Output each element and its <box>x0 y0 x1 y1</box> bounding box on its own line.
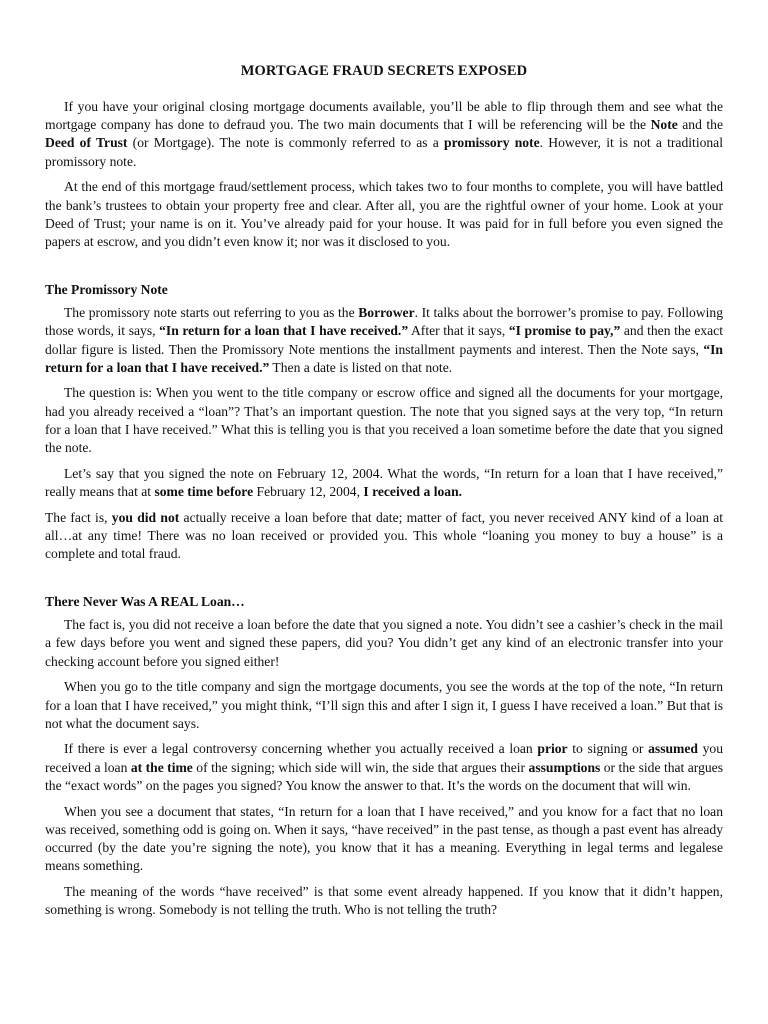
promissory-paragraph-4 <box>45 509 723 564</box>
section-heading-never-a-real-loan: There Never Was A REAL Loan… <box>45 594 245 610</box>
text-run: The fact is, <box>45 509 112 525</box>
text-run: Then a date is listed on that note. <box>269 359 453 375</box>
text-run: After that it says, <box>408 323 509 339</box>
promissory-paragraph-2: The question is: When you went to the title company or escrow office and signed all the documents for your mortgage, had you already received a “loan”? That’s an important question. The note that you signed says at the very top, “In return for a loan that I have received.” What this is telling you is that you received a loan sometime before the date that you signed the note. <box>45 385 723 456</box>
bold-run: assumed <box>648 741 698 757</box>
text-run: (or Mortgage). The note is commonly referred to as a <box>127 135 445 151</box>
document-title: MORTGAGE FRAUD SECRETS EXPOSED <box>240 63 528 79</box>
bold-run: at the time <box>130 759 193 775</box>
real-loan-paragraph-1: The fact is, you did not receive a loan before the date that you signed a note. You didn’t see a cashier’s check in the mail a few days before you went and signed these papers, did you? You didn’t get any kind of an electronic transfer into your checking account before you signed either! <box>45 617 723 669</box>
bold-run: Borrower <box>358 305 415 321</box>
text-run: to signing or <box>567 741 649 757</box>
text-run: . It talks about the borrower’s promise to pay. Following those words, it says, <box>45 305 723 339</box>
promissory-paragraph-1 <box>45 304 723 377</box>
document-page <box>45 62 723 927</box>
intro-paragraph-2: At the end of this mortgage fraud/settlement process, which takes two to four months to complete, you will have battled the bank’s trustees to obtain your property free and clear. After all, you are the rightful owner of your home. Look at your Deed of Trust; your name is on it. You’ve already paid for your house. It was paid for in full before you even signed the papers at escrow, and you didn’t even know it; nor was it disclosed to you. <box>45 179 723 249</box>
bold-run: assumptions <box>528 759 601 775</box>
bold-run: you did not <box>111 509 180 525</box>
promissory-paragraph-3 <box>45 465 723 501</box>
text-run: actually receive a loan before that date; matter of fact, you never received ANY kind of a loan at all…at any time! There was no loan received or provided you. This whole “loaning you money to buy a house” is a complete and total fraud. <box>45 509 723 562</box>
text-run: you received a loan <box>45 741 724 775</box>
bold-run: Deed of Trust <box>45 135 128 151</box>
text-run: of the signing; which side will win, the side that argues their <box>192 759 529 775</box>
real-loan-paragraph-4: When you see a document that states, “In return for a loan that I have received,” and you know for a fact that no loan was received, something odd is going on. When it says, “have received” in the past tense, as though a past event has already occurred (by the date you’re signing the note), you know that it has a meaning. Everything in legal terms and legalese means something. <box>45 803 723 874</box>
text-run: and then the exact dollar figure is listed. Then the Promissory Note mentions the installment payments and interest. Then the Note says, <box>45 323 723 357</box>
bold-run: “In return for a loan that I have received.” <box>45 341 723 375</box>
text-run: February 12, 2004, <box>253 483 364 499</box>
intro-paragraph-1 <box>45 98 723 171</box>
bold-run: “I promise to pay,” <box>508 323 621 339</box>
bold-run: “In return for a loan that I have received.” <box>159 323 409 339</box>
text-run: If there is ever a legal controversy concerning whether you actually received a loan <box>64 741 538 757</box>
text-run: Let’s say that you signed the note on February 12, 2004. What the words, “In return for a loan that I have received,” really means that at <box>45 465 723 499</box>
text-run: If you have your original closing mortgage documents available, you’ll be able to flip through them and see what the mortgage company has done to defraud you. The two main documents that I will be referencing will be the <box>45 99 723 133</box>
text-run: The promissory note starts out referring to you as the <box>64 305 359 321</box>
real-loan-paragraph-3 <box>45 740 723 795</box>
bold-run: I received a loan. <box>363 483 463 499</box>
bold-run: promissory note <box>444 135 540 151</box>
text-run: . However, it is not a traditional promissory note. <box>45 135 723 169</box>
text-run: or the side that argues the “exact words” on the pages you signed? You know the answer to that. It’s the words on the document that will win. <box>45 759 724 793</box>
real-loan-paragraph-2: When you go to the title company and sign the mortgage documents, you see the words at the top of the note, “In return for a loan that I have received,” you might think, “I’ll sign this and after I sign it, I guess I have received a loan.” But that is not what the document says. <box>45 679 723 731</box>
real-loan-paragraph-5: The meaning of the words “have received” is that some event already happened. If you know that it didn’t happen, something is wrong. Somebody is not telling the truth. Who is not telling the truth? <box>45 883 723 918</box>
bold-run: prior <box>537 741 568 757</box>
section-heading-promissory-note: The Promissory Note <box>45 282 168 298</box>
bold-run: some time before <box>154 483 254 499</box>
text-run: and the <box>677 117 723 133</box>
bold-run: Note <box>650 117 678 133</box>
